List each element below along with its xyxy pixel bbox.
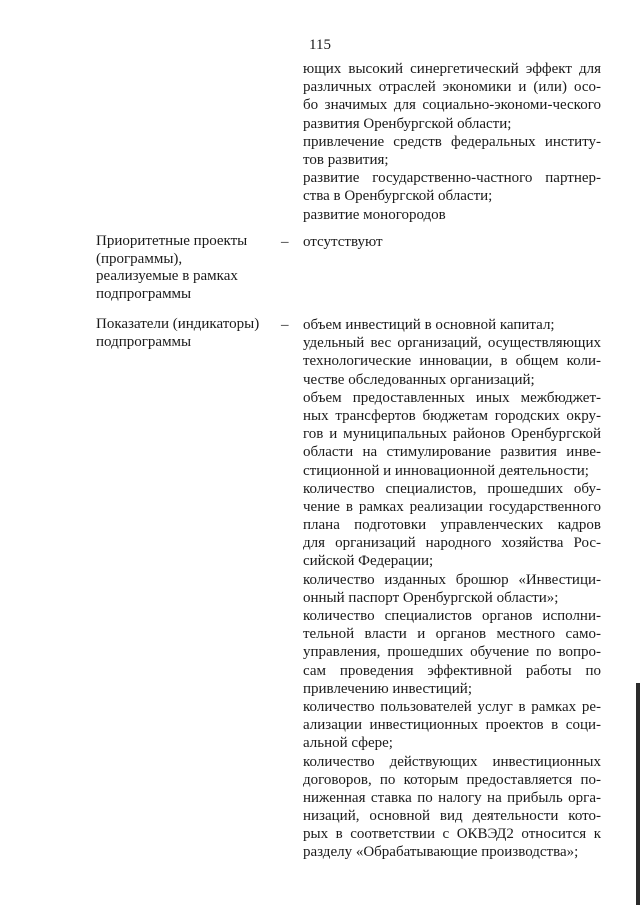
text-line: количество действующих инвестиционных (303, 753, 601, 770)
text-line: чение в рамках реализации государственного (303, 498, 601, 515)
text-line: гов и муниципальных районов Оренбургской (303, 426, 601, 443)
text-line: привлечение средств федеральных институ- (303, 133, 601, 150)
label-line: реализуемые в рамках (96, 268, 238, 284)
priority-projects-dash: – (281, 234, 289, 250)
text-line: развитие государственно-частного партнер- (303, 170, 601, 187)
label-line: Показатели (индикаторы) (96, 316, 260, 332)
text-line: сам проведения эффективной работы по (303, 662, 601, 679)
text-line: тельной власти и органов местного само- (303, 626, 601, 643)
text-line: стиционной и инновационной деятельности; (303, 462, 589, 479)
text-line: количество специалистов, прошедших обу- (303, 480, 601, 497)
text-line: управления, прошедших обучение по вопро- (303, 644, 601, 661)
text-line: различных отраслей экономики и (или) осо- (303, 79, 601, 96)
text-line: сийской Федерации; (303, 553, 434, 570)
page-edge-marker (636, 683, 640, 905)
priority-projects-label (96, 233, 276, 303)
text-line: объем предоставленных иных межбюджет- (303, 389, 601, 406)
text-line: количество пользователей услуг в рамках ре- (303, 698, 601, 715)
text-line: плана подготовки управленческих кадров (303, 517, 601, 534)
text-line: технологические инновации, в общем коли- (303, 353, 601, 370)
label-line: подпрограммы (96, 285, 192, 302)
text-line: количество специалистов органов исполни- (303, 608, 601, 624)
text-line: онный паспорт Оренбургской области»; (303, 589, 559, 606)
text-line: области на стимулирование развития инве- (303, 444, 601, 461)
text-line: бо значимых для социально-экономи-ческого (303, 97, 601, 114)
text-line: количество изданных брошюр «Инвестици- (303, 571, 601, 588)
text-line: честве обследованных организаций; (303, 371, 535, 388)
text-line: удельный вес организаций, осуществляющих (303, 335, 601, 352)
text-line: ющих высокий синергетический эффект для (303, 61, 601, 77)
text-line: отсутствуют (303, 234, 383, 250)
label-line: подпрограммы (96, 333, 192, 350)
indicators-label (96, 316, 276, 351)
text-line: ниженная ставка по налогу на прибыль орга- (303, 789, 601, 806)
text-line: развития Оренбургской области; (303, 115, 512, 132)
text-line: низаций, основной вид деятельности кото- (303, 808, 601, 825)
priority-projects-value (303, 233, 601, 251)
text-line: для организаций народного хозяйства Рос- (303, 535, 601, 552)
text-line: тов развития; (303, 151, 389, 168)
text-line: развитие моногородов (303, 206, 446, 223)
text-line: договоров, по которым предоставляется по- (303, 771, 601, 788)
text-line: привлечению инвестиций; (303, 680, 472, 697)
continuation-text (303, 60, 601, 224)
label-line: Приоритетные проекты (96, 233, 248, 249)
label-line: (программы), (96, 250, 183, 267)
text-line: альной сфере; (303, 735, 393, 752)
indicators-value (303, 316, 601, 862)
text-line: объем инвестиций в основной капитал; (303, 317, 555, 333)
text-line: ализации инвестиционных проектов в соци- (303, 717, 601, 734)
page-number: 115 (309, 37, 331, 53)
text-line: ных трансфертов бюджетам городских окру- (303, 407, 601, 424)
text-line: разделу «Обрабатывающие производства»; (303, 844, 579, 861)
indicators-dash: – (281, 317, 289, 333)
text-line: рых в соответствии с ОКВЭД2 относится к (303, 826, 601, 843)
text-line: ства в Оренбургской области; (303, 188, 493, 205)
